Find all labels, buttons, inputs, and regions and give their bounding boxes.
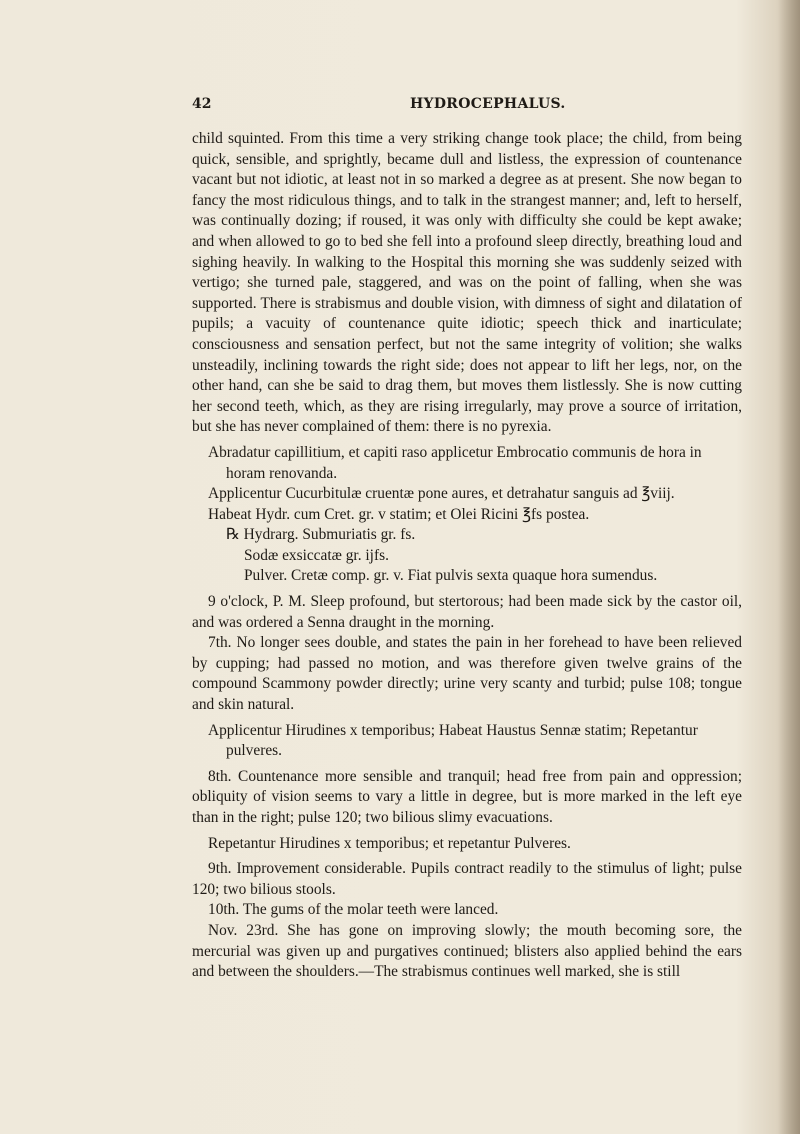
prescription-block-2 bbox=[208, 721, 742, 762]
prescription-line: Habeat Hydr. cum Cret. gr. v statim; et Olei Ricini ℥fs postea. bbox=[208, 505, 590, 523]
prescription-block-3 bbox=[208, 834, 742, 855]
paragraph-day-7: 7th. No longer sees double, and states the pain in her forehead to have been relieved by cupping; had passed no motion, and was therefore given twelve grains of the compound Scammony powder directly; urine very scanty and turbid; pulse 108; tongue and skin natural. bbox=[192, 634, 742, 714]
prescription-block-1 bbox=[208, 443, 742, 587]
page-body bbox=[192, 129, 742, 983]
paragraph-evening-note: 9 o'clock, P. M. Sleep profound, but stertorous; had been made sick by the castor oil, and was ordered a Senna draught in the morning. bbox=[192, 593, 742, 631]
paragraph-day-10: 10th. The gums of the molar teeth were lanced. bbox=[208, 901, 499, 919]
running-head: HYDROCEPHALUS. bbox=[410, 96, 566, 112]
page-edge-shadow bbox=[778, 0, 800, 1134]
prescription-recipe-line: Pulver. Cretæ comp. gr. v. Fiat pulvis sexta quaque hora sumendus. bbox=[244, 567, 658, 585]
paragraph-case-history: child squinted. From this time a very striking change took place; the child, from being quick, sensible, and sprightly, became dull and listless, the expression of countenance vacant but not idiotic, at least not in so marked a degree as at present. She now began to fancy the most ridiculous things, and to talk in the strangest manner; and, left to herself, was continually dozing; if roused, it was only with difficulty she could be kept awake; and when allowed to go to bed she fell into a profound sleep directly, breathing loud and sighing heavily. In walking to the Hospital this morning she was suddenly seized with vertigo; she turned pale, staggered, and was on the point of falling, when she was supported. There is strabismus and double vision, with dimness of sight and dilatation of pupils; a vacuity of countenance quite idiotic; speech thick and inarticulate; consciousness and sensation perfect, but not the same integrity of volition; she walks unsteadily, inclining towards the right side; does not appear to lift her legs, nor, on the other hand, can she be said to drag them, but moves them listlessly. She is now cutting her second teeth, which, as they are rising irregularly, may prove a source of irritation, but she has never complained of them: there is no pyrexia. bbox=[192, 130, 742, 436]
page-header bbox=[192, 96, 740, 120]
prescription-line: Repetantur Hirudines x temporibus; et repetantur Pulveres. bbox=[208, 834, 571, 852]
paragraph-day-8: 8th. Countenance more sensible and tranquil; head free from pain and oppression; obliquity of vision seems to vary a little in degree, but is more marked in the left eye than in the right; pulse 120; two bilious slimy evacuations. bbox=[192, 767, 742, 826]
prescription-line: Applicentur Hirudines x temporibus; Habeat Haustus Sennæ statim; Repetantur pulveres. bbox=[208, 721, 698, 760]
paragraph-day-9: 9th. Improvement considerable. Pupils contract readily to the stimulus of light; pulse 120; two bilious stools. bbox=[192, 860, 742, 898]
prescription-recipe-line: Sodæ exsiccatæ gr. ijfs. bbox=[244, 546, 389, 564]
prescription-recipe-line: ℞ Hydrarg. Submuriatis gr. fs. bbox=[226, 526, 416, 544]
paragraph-nov-23: Nov. 23rd. She has gone on improving slowly; the mouth becoming sore, the mercurial was given up and purgatives continued; blisters also applied behind the ears and between the shoulders.—The strabismus continues well marked, she is still bbox=[192, 921, 742, 981]
page-number: 42 bbox=[192, 96, 212, 112]
prescription-line: Applicentur Cucurbitulæ cruentæ pone aures, et detrahatur sanguis ad ℥viij. bbox=[208, 485, 675, 503]
prescription-line: Abradatur capillitium, et capiti raso applicetur Embrocatio communis de hora in horam renovanda. bbox=[208, 443, 702, 482]
